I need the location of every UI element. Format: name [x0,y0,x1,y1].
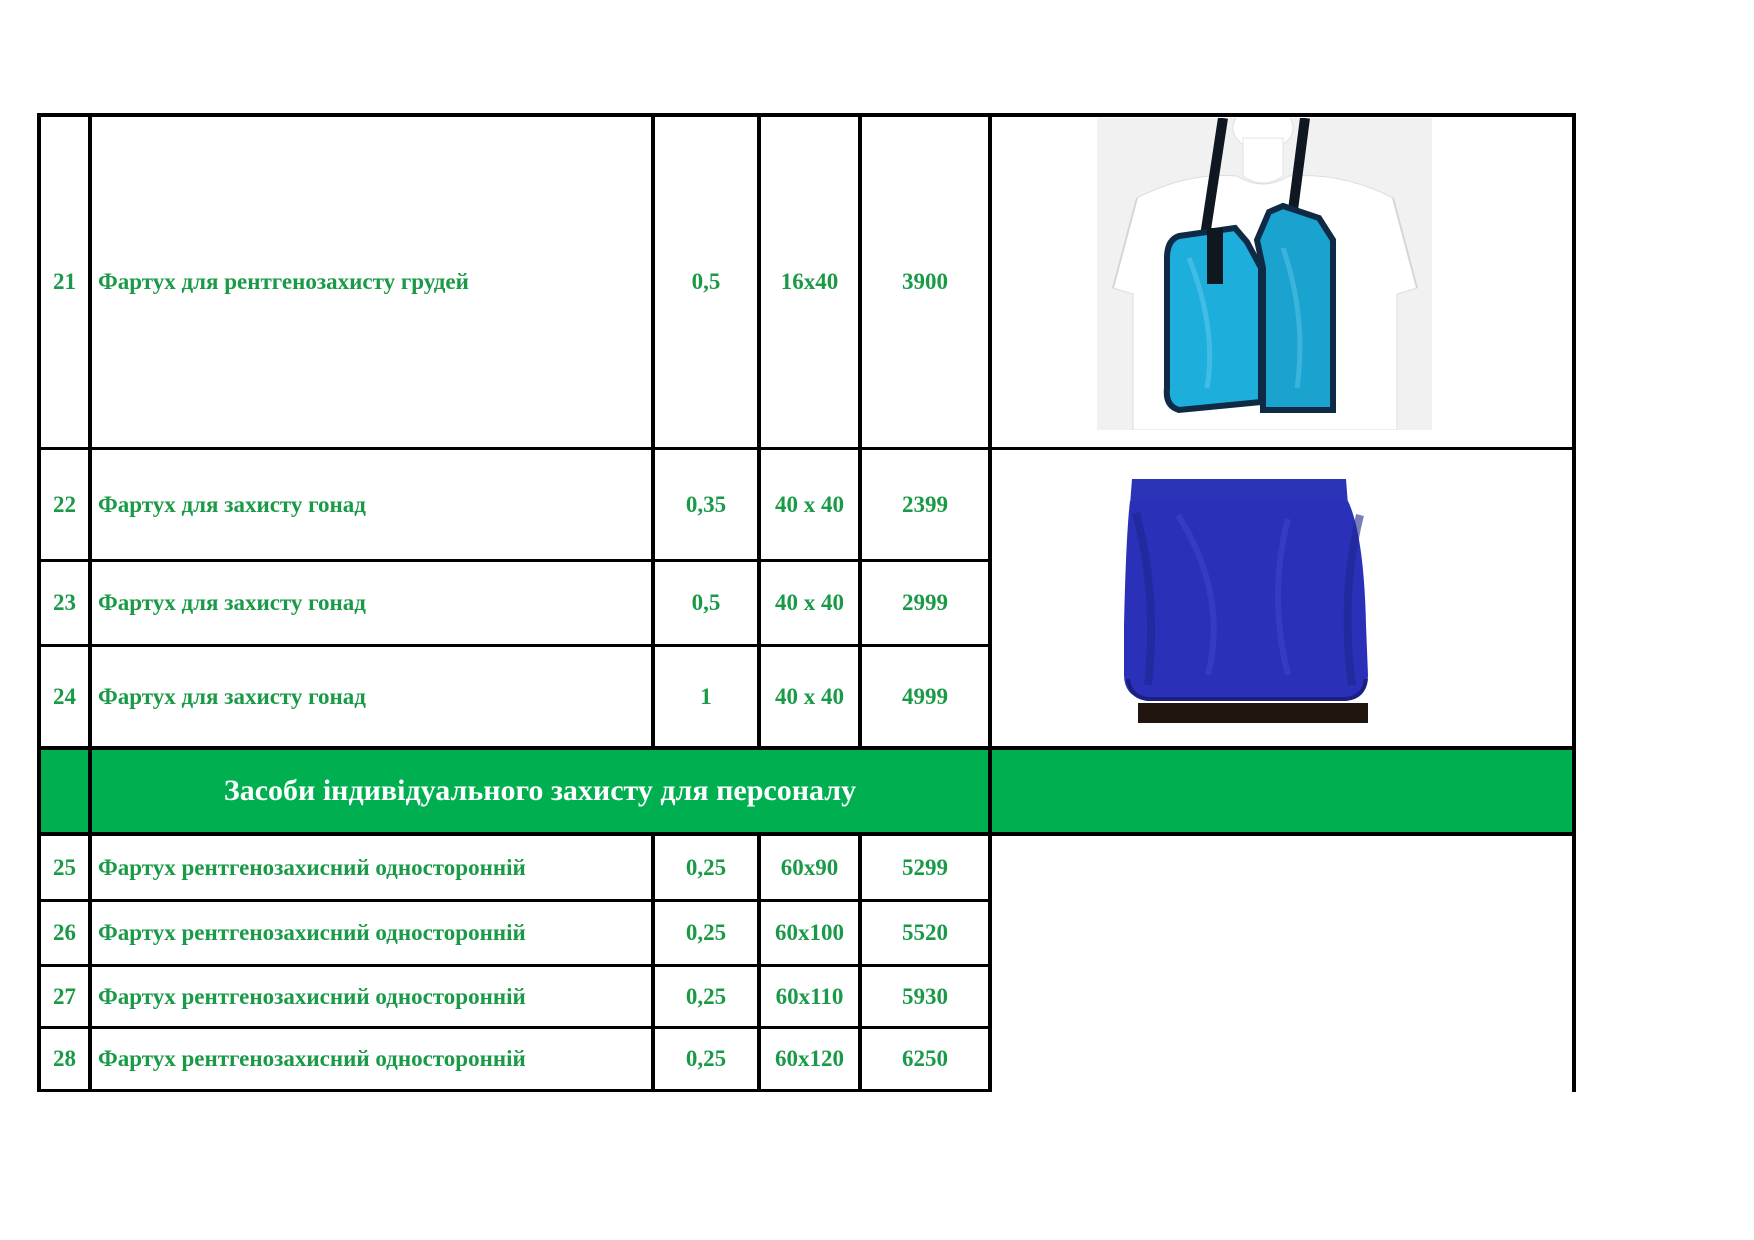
product-name: Фартух для захисту гонад [98,491,366,517]
product-size: 60x110 [775,983,844,1009]
product-size: 16x40 [780,269,839,294]
product-price: 2999 [902,590,948,615]
lead-equivalent: 0,35 [685,491,727,517]
breast-protection-apron-icon [1097,118,1432,430]
row-number: 27 [53,983,76,1009]
gonad-protection-apron-photo [1118,475,1380,723]
row-number: 22 [53,491,76,517]
lead-equivalent: 0,25 [685,1046,727,1071]
product-size: 40 х 40 [775,590,844,615]
product-name: Фартух рентгенозахисний односторонній [98,920,526,945]
product-size: 60x90 [780,854,839,880]
product-price: 5930 [902,983,948,1009]
row-number: 23 [53,590,76,615]
product-price: 6250 [902,1046,948,1071]
product-name: Фартух рентгенозахисний односторонній [98,854,526,880]
lead-equivalent: 0,25 [685,920,727,945]
product-size: 60x120 [775,1046,844,1071]
product-name: Фартух для рентгенозахисту грудей [98,269,469,294]
row-number: 24 [53,683,76,709]
lead-equivalent: 1 [700,683,712,709]
product-price: 4999 [902,683,948,709]
table-border-right [1572,113,1576,1092]
lead-equivalent: 0,25 [685,854,727,880]
lead-equivalent: 0,5 [691,269,721,294]
breast-protection-apron-photo [1097,118,1432,430]
product-name: Фартух для захисту гонад [98,590,366,615]
product-price: 2399 [902,491,948,517]
product-price: 3900 [902,269,948,294]
lead-equivalent: 0,5 [691,590,721,615]
lead-equivalent: 0,25 [685,983,727,1009]
product-price: 5520 [902,920,948,945]
product-size: 60x100 [775,920,844,945]
col-divider-price [988,113,992,1092]
table-border-bottom [38,1089,992,1092]
section-band-right [992,750,1572,832]
section-title: Засоби індивідуального захисту для персоналу [223,774,857,807]
row-number: 26 [53,920,76,945]
product-name: Фартух рентгенозахисний односторонній [98,1046,526,1071]
gonad-protection-apron-icon [1118,475,1380,723]
product-price: 5299 [902,854,948,880]
product-name: Фартух рентгенозахисний односторонній [98,983,526,1009]
row-number: 25 [53,854,76,880]
product-name: Фартух для захисту гонад [98,683,366,709]
section-band-left [40,750,88,832]
row-number: 28 [53,1046,76,1071]
product-size: 40 х 40 [775,683,844,709]
product-size: 40 х 40 [775,491,844,517]
row-number: 21 [53,269,76,294]
